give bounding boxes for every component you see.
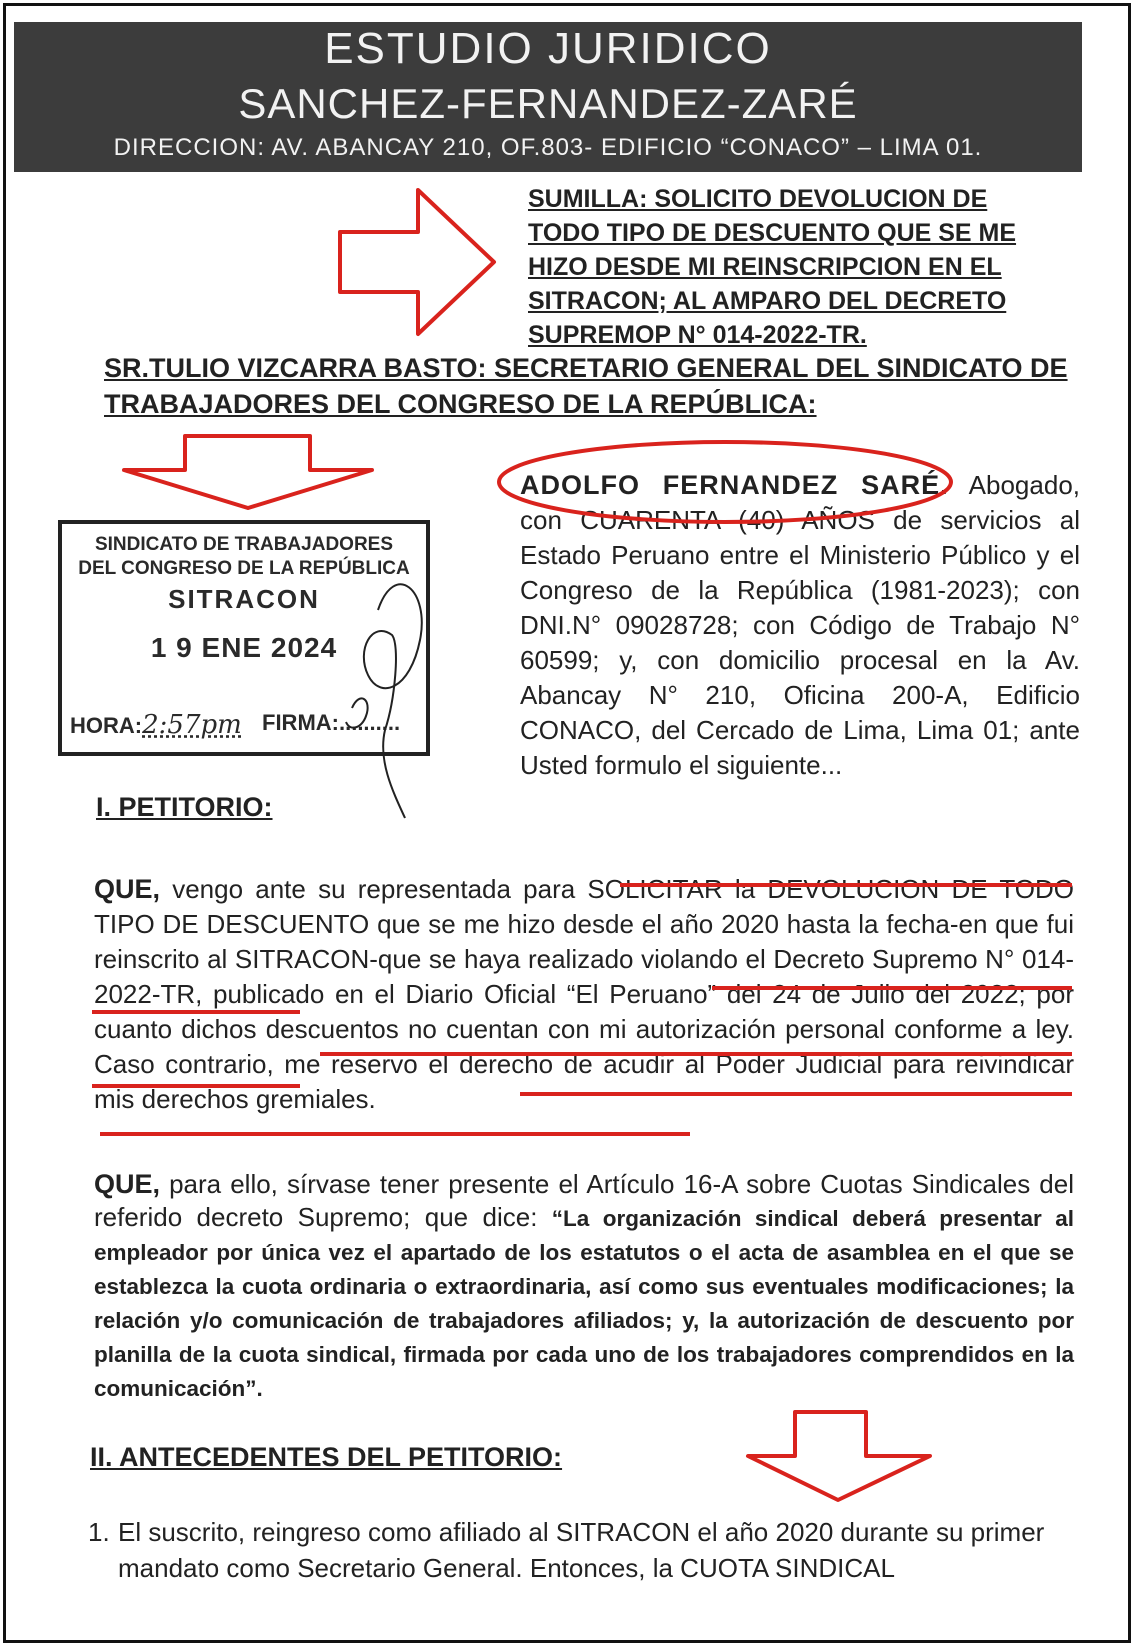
stamp-union-name: SITRACON [168, 584, 320, 614]
stamp-line1: SINDICATO DE TRABAJADORES [94, 534, 394, 555]
applicant-details: Abogado, con CUARENTA (40) AÑOS de servicios al Estado Peruano entre el Ministerio Público y el Congreso de la República (1981-2023); con DNI.N° 09028728; con Código de Trabajo N° 60599; y, con domicilio procesal en la Av. Abancay N° 210, Oficina 200-A, Edificio CONACO, del Cercado de Lima, Lima 01; ante Usted formulo el siguiente... [520, 470, 1080, 780]
handwritten-signature [364, 584, 422, 818]
stamp-date: 1 9 ENE 2024 [150, 632, 338, 663]
section-antecedentes-title: II. ANTECEDENTES DEL PETITORIO: [90, 1442, 563, 1472]
stamp-line2: DEL CONGRESO DE LA REPÚBLICA [78, 558, 410, 579]
name-highlight-circle [499, 442, 951, 522]
section-petitorio-title: I. PETITORIO: [96, 792, 273, 822]
paragraph-lead: QUE, [94, 1169, 161, 1199]
arrow-down-icon [748, 1412, 930, 1500]
paragraph-body: para ello, sírvase tener presente el Artículo 16-A sobre Cuotas Sindicales del referido decreto Supremo; que dice: [94, 1169, 1074, 1232]
arrow-right-icon [340, 190, 494, 334]
addressee: SR.TULIO VIZCARRA BASTO: SECRETARIO GENERAL DEL SINDICATO DE TRABAJADORES DEL CONGRESO DE LA REPÚBLICA: [104, 353, 1068, 419]
arrow-down-icon [124, 436, 372, 508]
sumilla: SUMILLA: SOLICITO DEVOLUCION DE TODO TIPO DE DESCUENTO QUE SE ME HIZO DESDE MI REINSCRIPCION EN EL SITRACON; AL AMPARO DEL DECRETO SUPREMOP N° 014-2022-TR. [528, 185, 1017, 349]
stamp-hora-label: HORA: [70, 713, 143, 738]
firm-name-line2: SANCHEZ-FERNANDEZ-ZARÉ [238, 80, 858, 127]
handwritten-hora-mark [346, 698, 368, 727]
paragraph-lead: QUE, [94, 874, 161, 904]
firm-address: DIRECCION: AV. ABANCAY 210, OF.803- EDIFICIO “CONACO” – LIMA 01. [113, 134, 983, 161]
applicant-name: ADOLFO FERNANDEZ SARÉ. [520, 470, 949, 500]
list-item-text: El suscrito, reingreso como afiliado al SITRACON el año 2020 durante su primer mandato como Secretario General. Entonces, la CUOTA SINDICAL [118, 1517, 1045, 1583]
paragraph-body: vengo ante su representada para SOLICITAR la DEVOLUCION DE TODO TIPO DE DESCUENTO que se me hizo desde el año 2020 hasta la fecha-en que fui reinscrito al SITRACON-que se haya realizado violando el Decreto Supremo N° 014-2022-TR, publicado en el Diario Oficial “El Peruano” del 24 de Julio del 2022; por cuanto dichos descuentos no cuentan con mi autorización personal conforme a ley. Caso contrario, me reservo el derecho de acudir al Poder Judicial para reivindicar mis derechos gremiales. [94, 874, 1074, 1114]
legal-quote: “La organización sindical deberá presentar al empleador por única vez el apartado de los estatutos o el acta de asamblea en el que se establezca la cuota ordinaria o extraordinaria, así como sus eventuales modificaciones; la relación y/o comunicación de trabajadores afiliados; y, la autorización de descuento por planilla de la cuota sindical, firmada por cada uno de los trabajadores comprendidos en la comunicación”. [94, 1206, 1074, 1401]
stamp-firma-dots: .......... [338, 710, 401, 735]
stamp-firma-label: FIRMA: [262, 710, 339, 735]
stamp-hora-value: 2:57pm [142, 710, 242, 740]
firm-name-line1: ESTUDIO JURIDICO [324, 24, 772, 73]
list-item-number: 1. [88, 1517, 110, 1547]
